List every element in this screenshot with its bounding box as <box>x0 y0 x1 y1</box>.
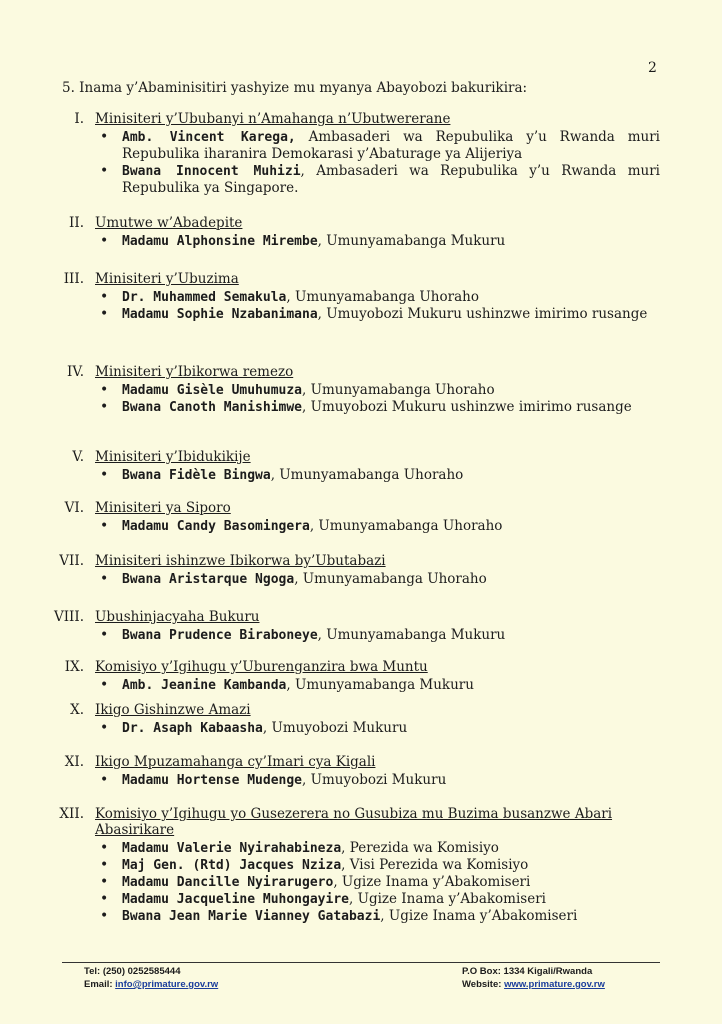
section-numeral: XII. <box>59 806 84 822</box>
appointee-role: , Umunyamabanga Uhoraho <box>286 289 479 305</box>
page-number: 2 <box>648 60 657 76</box>
appointee-list <box>0 382 722 416</box>
bullet-icon: • <box>100 382 109 398</box>
appointee-list <box>0 772 722 789</box>
section-heading <box>0 553 722 571</box>
section-numeral: I. <box>74 111 84 127</box>
section-heading <box>0 500 722 518</box>
bullet-icon: • <box>100 306 109 322</box>
section-title: Minisiteri y’Ibidukikije <box>95 449 251 465</box>
appointee-item <box>0 677 722 694</box>
section-title: Ubushinjacyaha Bukuru <box>95 609 260 625</box>
section-title: Ikigo Mpuzamahanga cy’Imari cya Kigali <box>95 754 376 770</box>
appointee-role: , Umunyamabanga Uhoraho <box>309 518 503 534</box>
appointee-item <box>0 627 722 644</box>
footer-tel: Tel: (250) 0252585444 <box>84 966 181 977</box>
bullet-icon: • <box>100 467 109 483</box>
appointee-role: , Umunyamabanga Mukuru <box>317 233 506 249</box>
bullet-icon: • <box>100 908 109 924</box>
bullet-icon: • <box>100 772 109 788</box>
section-4 <box>0 364 722 416</box>
appointee-item <box>0 857 722 874</box>
section-heading <box>0 702 722 720</box>
appointee-item <box>0 399 722 416</box>
section-numeral: V. <box>72 449 84 465</box>
bullet-icon: • <box>100 720 109 736</box>
appointee-role: , Ugize Inama y’Abakomiseri <box>333 874 531 890</box>
section-numeral: VI. <box>64 500 84 516</box>
appointee-list <box>0 677 722 694</box>
appointee-role: , Umuyobozi Mukuru ushinzwe imirimo rusange <box>302 399 632 415</box>
appointee-item <box>0 571 722 588</box>
section-heading <box>0 215 722 233</box>
appointee-item <box>0 908 722 925</box>
section-numeral: XI. <box>64 754 84 770</box>
appointee-item <box>0 467 722 484</box>
appointee-role: , Umunyamabanga Mukuru <box>317 627 506 643</box>
section-numeral: III. <box>63 271 84 287</box>
appointee-name: Bwana Jean Marie Vianney Gatabazi <box>122 909 381 924</box>
appointee-role: , Umunyamabanga Uhoraho <box>302 382 495 398</box>
appointee-list <box>0 720 722 737</box>
section-title: Komisiyo y’Igihugu y’Uburenganzira bwa Muntu <box>95 659 428 675</box>
appointee-role: , Umunyamabanga Uhoraho <box>294 571 487 587</box>
section-9 <box>0 659 722 694</box>
bullet-icon: • <box>100 129 109 145</box>
appointee-role: , Ugize Inama y’Abakomiseri <box>348 891 546 907</box>
section-title: Umutwe w’Abadepite <box>95 215 243 231</box>
section-numeral: IV. <box>66 364 84 380</box>
appointee-item <box>0 874 722 891</box>
appointee-list <box>0 840 722 925</box>
footer-pobox: P.O Box: 1334 Kigali/Rwanda <box>462 966 593 977</box>
section-heading <box>0 754 722 772</box>
appointee-name: Madamu Dancille Nyirarugero <box>122 875 334 890</box>
section-10 <box>0 702 722 737</box>
appointee-name: Amb. Jeanine Kambanda <box>122 678 287 693</box>
section-heading <box>0 111 722 129</box>
section-numeral: VIII. <box>53 609 84 625</box>
section-7 <box>0 553 722 588</box>
section-numeral: IX. <box>64 659 84 675</box>
appointee-item <box>0 163 722 197</box>
appointee-list <box>0 467 722 484</box>
section-5 <box>0 449 722 484</box>
appointee-item <box>0 720 722 737</box>
appointee-list <box>0 129 722 197</box>
section-heading <box>0 271 722 289</box>
bullet-icon: • <box>100 289 109 305</box>
section-3 <box>0 271 722 323</box>
bullet-icon: • <box>100 163 109 179</box>
footer-website-label: Website: <box>462 979 505 990</box>
section-title: Minisiteri y’Ubuzima <box>95 271 239 287</box>
section-8 <box>0 609 722 644</box>
intro-paragraph: 5. Inama y’Abaminisitiri yashyize mu myanya Abayobozi bakurikira: <box>62 80 528 96</box>
appointee-item <box>0 518 722 535</box>
appointee-role: Ambasaderi wa Repubulika y’u Rwanda muri Repubulika iharanira Demokarasi y’Abaturage ya Alijeriya <box>122 129 660 162</box>
appointee-item <box>0 129 722 163</box>
appointee-item <box>0 772 722 789</box>
section-numeral: II. <box>69 215 84 231</box>
appointee-name: Madamu Sophie Nzabanimana <box>122 307 318 322</box>
section-heading <box>0 806 722 840</box>
appointee-name: Bwana Prudence Biraboneye <box>122 628 318 643</box>
appointee-item <box>0 382 722 399</box>
appointee-role: , Ugize Inama y’Abakomiseri <box>380 908 578 924</box>
bullet-icon: • <box>100 840 109 856</box>
footer-contact-right <box>462 965 605 991</box>
bullet-icon: • <box>100 857 109 873</box>
appointee-role: , Umunyamabanga Mukuru <box>286 677 474 693</box>
footer-divider <box>62 962 660 963</box>
section-title: Minisiteri ishinzwe Ibikorwa by’Ubutabazi <box>95 553 386 569</box>
appointee-name: Madamu Alphonsine Mirembe <box>122 234 318 249</box>
section-numeral: X. <box>70 702 84 718</box>
appointee-name: Dr. Asaph Kabaasha <box>122 721 263 736</box>
bullet-icon: • <box>100 233 109 249</box>
footer-email-label: Email: <box>84 979 116 990</box>
appointee-role: , Umunyamabanga Uhoraho <box>270 467 464 483</box>
appointee-name: Madamu Hortense Mudenge <box>122 773 303 788</box>
appointee-role: , Ambasaderi wa Repubulika y’u Rwanda muri Repubulika ya Singapore. <box>122 163 660 196</box>
section-numeral: VII. <box>59 553 84 569</box>
appointee-list <box>0 233 722 250</box>
section-6 <box>0 500 722 535</box>
appointee-item <box>0 289 722 306</box>
appointee-item <box>0 306 722 323</box>
bullet-icon: • <box>100 518 109 534</box>
section-title: Ikigo Gishinzwe Amazi <box>95 702 251 718</box>
section-title: Minisiteri y’Ibikorwa remezo <box>95 364 294 380</box>
bullet-icon: • <box>100 627 109 643</box>
appointee-list <box>0 627 722 644</box>
section-11 <box>0 754 722 789</box>
appointee-name: Bwana Fidèle Bingwa <box>122 468 271 483</box>
appointee-role: , Umuyobozi Mukuru ushinzwe imirimo rusange <box>317 306 648 322</box>
appointee-name: Madamu Gisèle Umuhumuza <box>122 383 303 398</box>
appointee-list <box>0 571 722 588</box>
section-2 <box>0 215 722 250</box>
footer-website-line <box>462 978 605 991</box>
footer-contact-left <box>84 965 218 991</box>
appointee-name: Madamu Valerie Nyirahabineza <box>122 841 342 856</box>
appointee-name: Bwana Canoth Manishimwe <box>122 400 303 415</box>
appointee-item <box>0 891 722 908</box>
appointee-role: , Visi Perezida wa Komisiyo <box>341 857 529 873</box>
appointee-list <box>0 289 722 323</box>
section-title: Minisiteri y’Ububanyi n’Amahanga n’Ubutwererane <box>95 111 451 127</box>
footer-email-link[interactable]: info@primature.gov.rw <box>115 979 219 990</box>
bullet-icon: • <box>100 571 109 587</box>
section-heading <box>0 609 722 627</box>
section-heading <box>0 364 722 382</box>
appointee-item <box>0 840 722 857</box>
bullet-icon: • <box>100 399 109 415</box>
section-title: Komisiyo y’Igihugu yo Gusezerera no Gusubiza mu Buzima busanzwe Abari Abasirikare <box>95 806 613 838</box>
section-heading <box>0 449 722 467</box>
appointee-role: , Umuyobozi Mukuru <box>262 720 408 736</box>
section-12 <box>0 806 722 925</box>
appointee-name: Madamu Jacqueline Muhongayire <box>122 892 349 907</box>
appointee-role: , Perezida wa Komisiyo <box>341 840 499 856</box>
appointee-name: Dr. Muhammed Semakula <box>122 290 287 305</box>
appointee-name: Bwana Aristarque Ngoga <box>122 572 295 587</box>
footer-website-link[interactable]: www.primature.gov.rw <box>504 979 605 990</box>
appointee-role: , Umuyobozi Mukuru <box>302 772 447 788</box>
section-heading <box>0 659 722 677</box>
appointee-name: Bwana Innocent Muhizi <box>122 164 301 179</box>
footer-email-line <box>84 978 218 991</box>
appointee-name: Madamu Candy Basomingera <box>122 519 310 534</box>
appointee-list <box>0 518 722 535</box>
bullet-icon: • <box>100 677 109 693</box>
appointee-name: Maj Gen. (Rtd) Jacques Nziza <box>122 858 342 873</box>
section-1 <box>0 111 722 197</box>
bullet-icon: • <box>100 874 109 890</box>
bullet-icon: • <box>100 891 109 907</box>
appointee-name: Amb. Vincent Karega, <box>122 130 296 145</box>
appointee-item <box>0 233 722 250</box>
section-title: Minisiteri ya Siporo <box>95 500 231 516</box>
